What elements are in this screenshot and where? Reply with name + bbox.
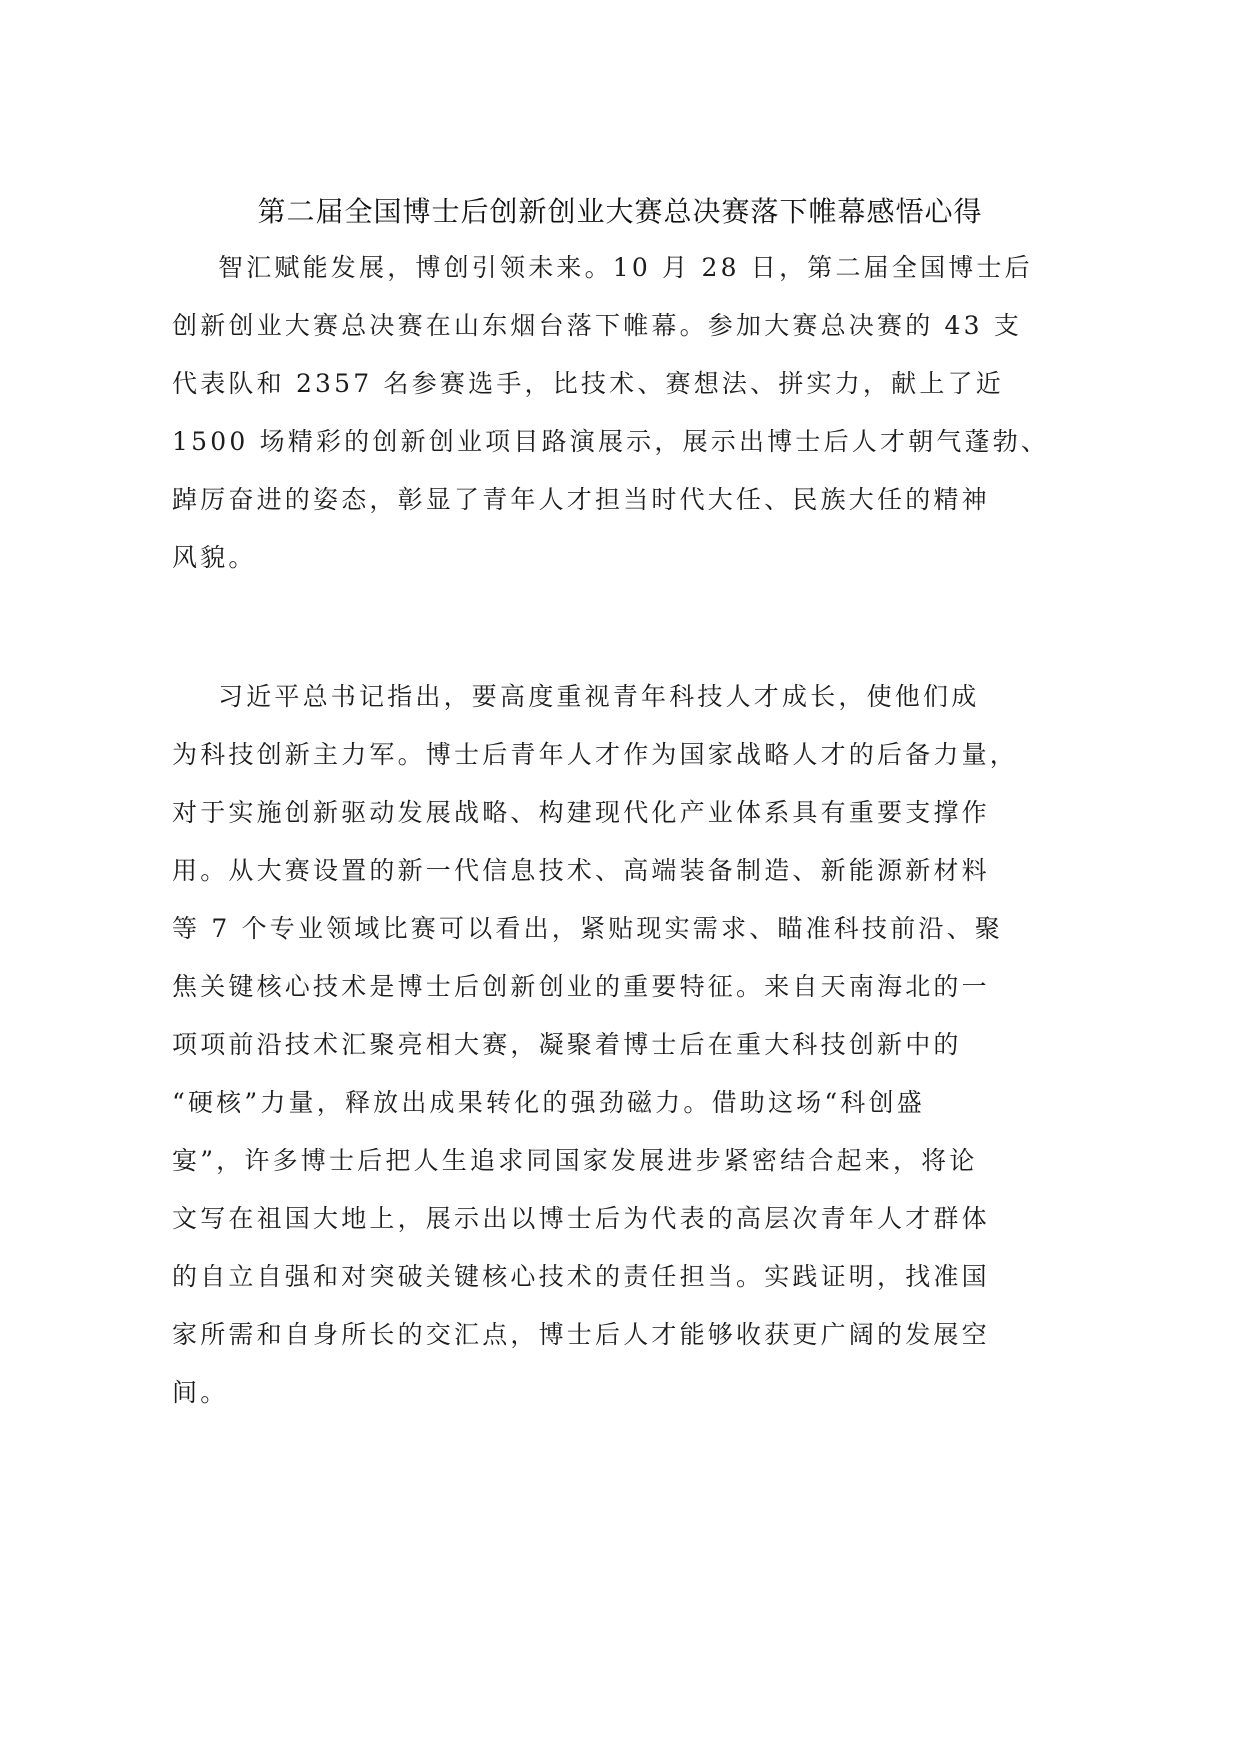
paragraph-line: 等 7 个专业领域比赛可以看出，紧贴现实需求、瞄准科技前沿、聚 [172, 914, 1004, 943]
paragraph-line: 焦关键核心技术是博士后创新创业的重要特征。来自天南海北的一 [172, 972, 990, 1001]
paragraph-line: 家所需和自身所长的交汇点，博士后人才能够收获更广阔的发展空 [172, 1320, 990, 1349]
paragraph-line: 的自立自强和对突破关键核心技术的责任担当。实践证明，找准国 [172, 1262, 990, 1291]
paragraph-line: 创新创业大赛总决赛在山东烟台落下帷幕。参加大赛总决赛的 43 支 [172, 311, 1023, 340]
paragraph-line: “硬核”力量，释放出成果转化的强劲磁力。借助这场“科创盛 [172, 1088, 925, 1117]
paragraph-line: 智汇赋能发展，博创引领未来。10 月 28 日，第二届全国博士后 [218, 253, 1033, 282]
paragraph-line: 对于实施创新驱动发展战略、构建现代化产业体系具有重要支撑作 [172, 798, 990, 827]
document-title: 第二届全国博士后创新创业大赛总决赛落下帷幕感悟心得 [257, 195, 983, 228]
paragraph-line: 文写在祖国大地上，展示出以博士后为代表的高层次青年人才群体 [172, 1204, 990, 1233]
paragraph-line: 宴”，许多博士后把人生追求同国家发展进步紧密结合起来，将论 [172, 1146, 978, 1175]
paragraph-line: 用。从大赛设置的新一代信息技术、高端装备制造、新能源新材料 [172, 856, 990, 885]
paragraph-line: 1500 场精彩的创新创业项目路演展示，展示出博士后人才朝气蓬勃、 [172, 427, 1050, 456]
paragraph-line: 习近平总书记指出，要高度重视青年科技人才成长，使他们成 [218, 682, 980, 711]
paragraph-line: 风貌。 [172, 543, 257, 572]
paragraph-1 [172, 239, 1052, 587]
paragraph-line: 项项前沿技术汇聚亮相大赛，凝聚着博士后在重大科技创新中的 [172, 1030, 962, 1059]
paragraph-line: 代表队和 2357 名参赛选手，比技术、赛想法、拼实力，献上了近 [172, 369, 1004, 398]
paragraph-2 [172, 668, 1052, 1422]
paragraph-line: 踔厉奋进的姿态，彰显了青年人才担当时代大任、民族大任的精神 [172, 485, 990, 514]
paragraph-line: 为科技创新主力军。博士后青年人才作为国家战略人才的后备力量， [172, 740, 1019, 769]
paragraph-line: 间。 [172, 1378, 229, 1407]
